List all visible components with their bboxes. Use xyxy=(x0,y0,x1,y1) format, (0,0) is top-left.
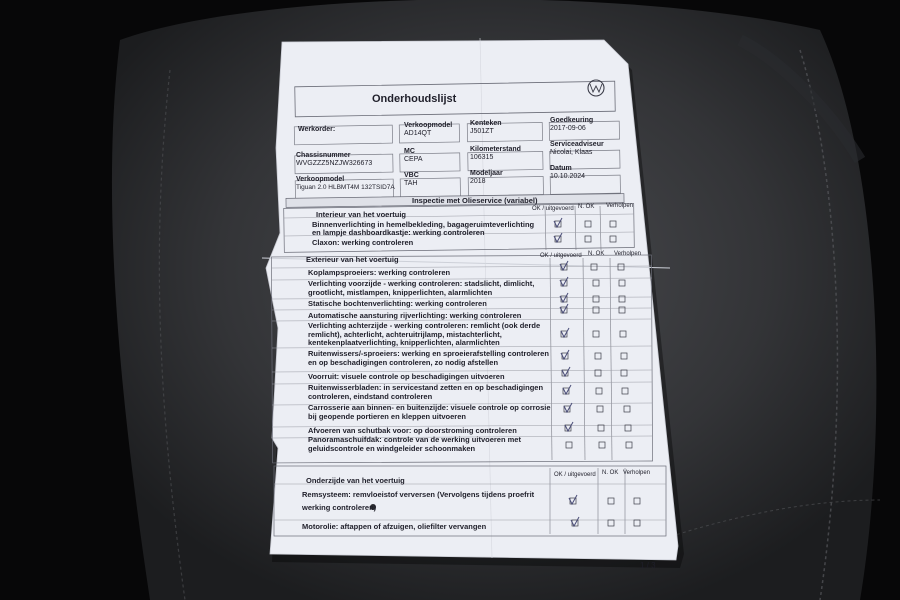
field-label: Chassisnummer xyxy=(296,152,351,159)
field-value: AD14QT xyxy=(404,130,432,137)
checklist-item: Ruitenwisserbladen: in servicestand zetten en op beschadigingen controleren, eindstand controleren xyxy=(308,383,544,401)
checklist-item: Koplampsproeiers: werking controleren xyxy=(308,268,451,277)
field-value: 2017-09-06 xyxy=(550,125,586,132)
field-value: WVGZZZ5NZJW326673 xyxy=(296,160,373,167)
checklist-item: Verlichting achterzijde - werking controleren: remlicht (ook derde remlicht), achterlicht, achteruitrijlamp, mistachterlicht, kentekenplaatverlichting, knipperlichten, alarmlichten xyxy=(308,321,541,347)
field-label: Werkorder: xyxy=(298,126,336,133)
field-label: Verkoopmodel xyxy=(296,176,345,183)
field-label: Verkoopmodel xyxy=(404,122,453,129)
checklist-item: Panoramaschuifdak: controle van de werking uitvoeren met geluidscontrole en windgeleider schoonmaken xyxy=(308,435,521,453)
column-header-ok: OK / uitgevoerd xyxy=(540,253,582,259)
column-header-done: Verholpen xyxy=(606,203,634,209)
column-header-nok: N. OK xyxy=(602,470,619,476)
field-value: Nicolai, Klaas xyxy=(550,149,593,156)
field-value: 106315 xyxy=(470,154,494,161)
field-label: Kenteken xyxy=(470,120,502,127)
field-label: Serviceadviseur xyxy=(550,141,604,148)
field-label: Kilometerstand xyxy=(470,146,521,153)
section-title: Exterieur van het voertuig xyxy=(306,255,399,264)
field-label: Modeljaar xyxy=(470,170,503,177)
field-value: TAH xyxy=(404,180,418,187)
checklist-item: Ruitenwissers/-sproeiers: werking en sproeierafstelling controleren en op beschadigingen controleren, zo nodig afstellen xyxy=(308,349,549,367)
column-header-ok: OK / uitgevoerd xyxy=(532,206,574,212)
checklist-item: Afvoeren van schutbak voor: op doorstroming controleren xyxy=(308,426,517,435)
column-header-done: Verholpen xyxy=(623,470,651,476)
field-value: J501ZT xyxy=(470,128,494,135)
service-title: Inspectie met Olieservice (variabel) xyxy=(412,196,538,205)
checklist-item: Verlichting voorzijde - werking controleren: stadslicht, dimlicht, grootlicht, mistlampen, knipperlichten, alarmlichten xyxy=(308,279,535,297)
field-label: VBC xyxy=(404,172,419,179)
column-header-nok: N. OK xyxy=(578,204,595,210)
section-title: Onderzijde van het voertuig xyxy=(306,476,405,485)
checklist-item: Claxon: werking controleren xyxy=(312,238,414,247)
section-title: Interieur van het voertuig xyxy=(316,210,407,219)
checklist-item: Statische bochtenverlichting: werking controleren xyxy=(308,299,487,308)
field-label: MC xyxy=(404,148,415,155)
field-label: Datum xyxy=(550,165,572,172)
checklist-item: Binnenverlichting in hemelbekleding, bagageruimteverlichting en lampje dashboardkastje: werking controleren xyxy=(312,220,535,237)
column-header-done: Verholpen xyxy=(614,251,642,257)
field-value: CEPA xyxy=(404,156,423,163)
checklist-item: Carrosserie aan binnen- en buitenzijde: visuele controle op corrosie bij geopende portieren en kleppen uitvoeren xyxy=(308,403,551,421)
column-header-ok: OK / uitgevoerd xyxy=(554,472,596,478)
checklist-item: Voorruit: visuele controle op beschadigingen uitvoeren xyxy=(308,372,505,381)
page-indicator: 1 / 3 xyxy=(640,561,656,570)
field-value: 2018 xyxy=(470,178,486,185)
checklist-item: Motorolie: aftappen of afzuigen, oliefilter vervangen xyxy=(302,522,487,531)
field-value: Tiguan 2.0 HLBMT4M 132TSID7A xyxy=(296,184,395,191)
field-label: Goedkeuring xyxy=(550,117,594,124)
field-value: 10.10.2024 xyxy=(550,173,586,180)
column-header-nok: N. OK xyxy=(588,251,605,257)
checklist-item: Remsysteem: remvloeistof verversen (Vervolgens tijdens proefrit werking controleren) xyxy=(302,490,535,512)
document-title: Onderhoudslijst xyxy=(372,93,457,105)
checklist-item: Automatische aansturing rijverlichting: werking controleren xyxy=(308,311,522,320)
